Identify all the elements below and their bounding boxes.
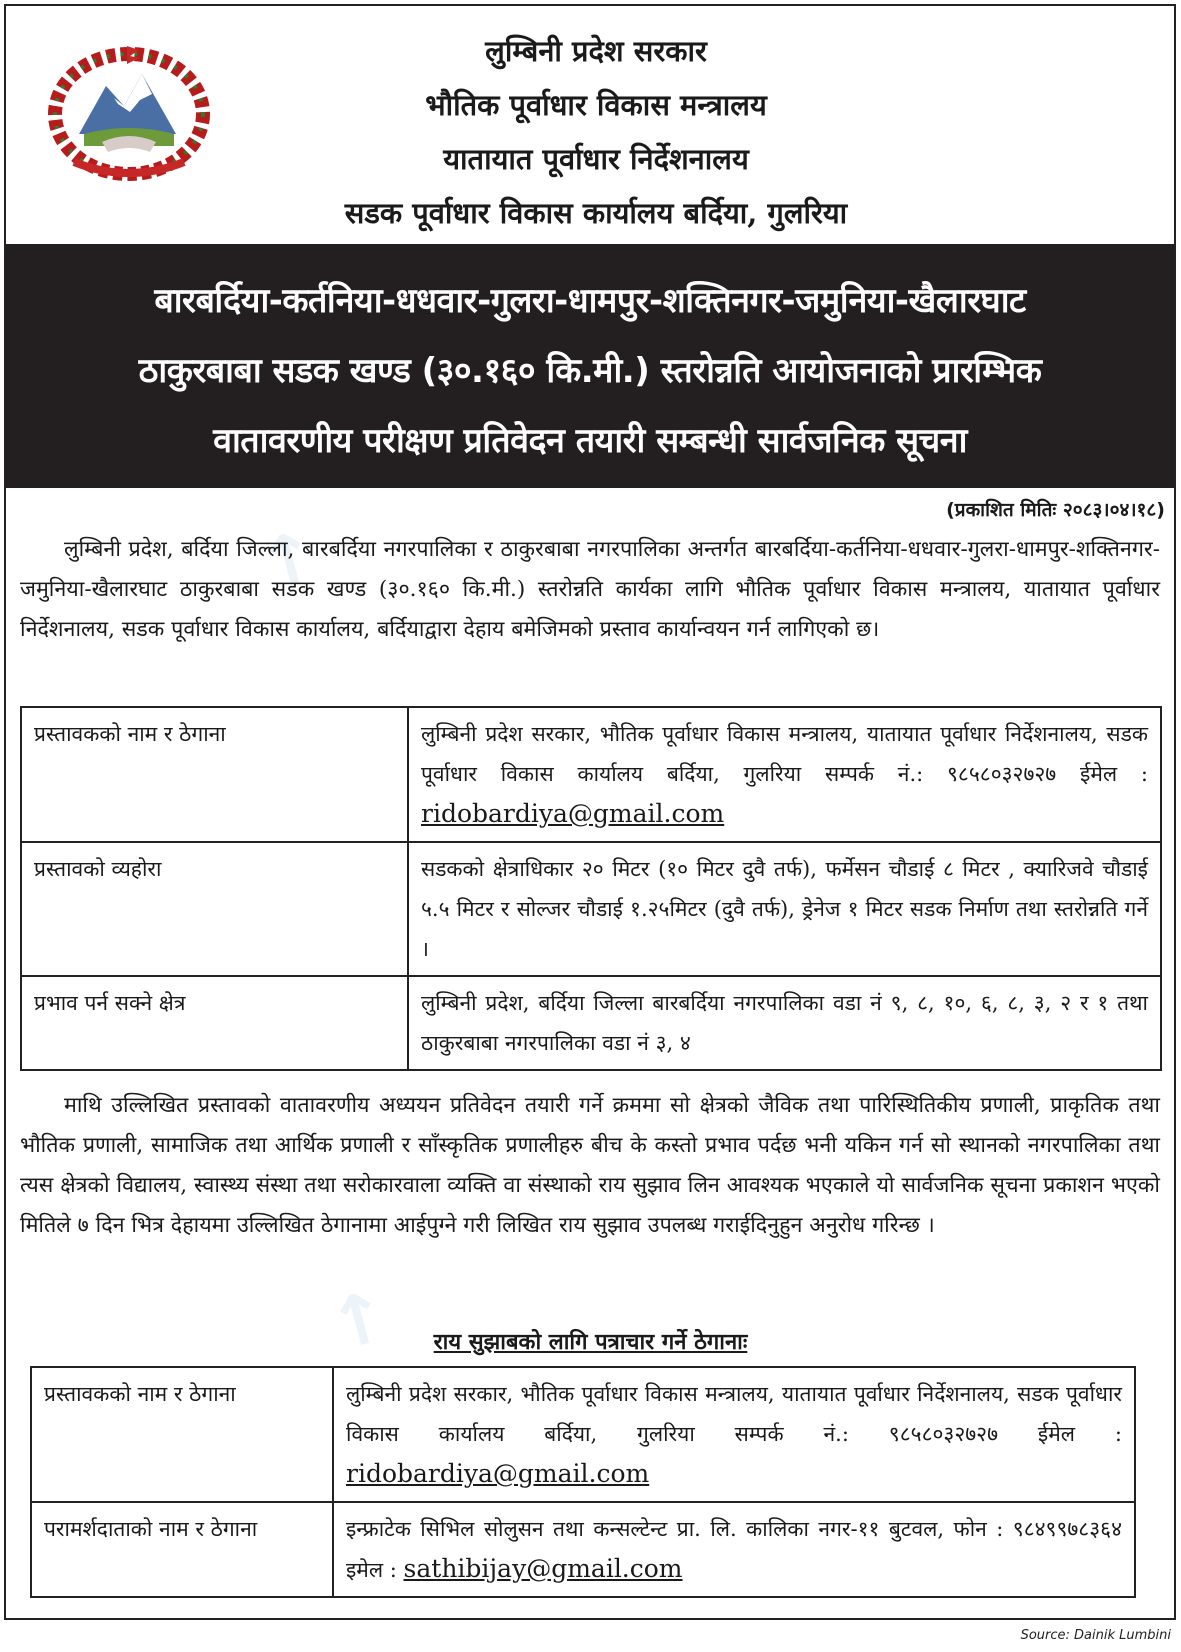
table-value — [408, 707, 1161, 842]
table-row — [31, 1502, 1135, 1597]
nepal-emblem-icon — [44, 34, 214, 184]
table-row — [21, 976, 1161, 1070]
body-paragraph: माथि उल्लिखित प्रस्तावको वातावरणीय अध्ययन प्रतिवेदन तयारी गर्ने क्रममा सो क्षेत्रको जैविक तथा पारिस्थितिकीय प्रणाली, प्राकृतिक तथा भौतिक प्रणाली, सामाजिक तथा आर्थिक प्रणाली र साँस्कृतिक प्रणालीहरु बीच के कस्तो प्रभाव पर्दछ भनी यकिन गर्न सो स्थानको नगरपालिका तथा त्यस क्षेत्रको विद्यालय, स्वास्थ्य संस्था तथा सरोकारवाला व्यक्ति वा संस्थाको राय सुझाव लिन आवश्यक भएकाले यो सार्वजनिक सूचना प्रकाशन भएको मितिले ७ दिन भित्र देहायमा उल्लिखित ठेगानामा आईपुग्ने गरी लिखित राय सुझाव उपलब्ध गराईदिनुहुन अनुरोध गरिन्छ । — [20, 1093, 1160, 1238]
proposer-text: लुम्बिनी प्रदेश सरकार, भौतिक पूर्वाधार विकास मन्त्रालय, यातायात पूर्वाधार निर्देशनालय, सडक पूर्वाधार विकास कार्यालय बर्दिया, गुलरिया सम्पर्क नं.: ९८५८०३२७२७ ईमेल : — [346, 1382, 1122, 1446]
correspondence-heading — [0, 1326, 1181, 1356]
table-key: प्रस्तावकको नाम र ठेगाना — [31, 1367, 333, 1502]
intro-paragraph: लुम्बिनी प्रदेश, बर्दिया जिल्ला, बारबर्दिया नगरपालिका र ठाकुरबाबा नगरपालिका अन्तर्गत बारबर्दिया-कर्तनिया-धधवार-गुलरा-धामपुर-शक्तिनगर-जमुनिया-खैलारघाट ठाकुरबाबा सडक खण्ड (३०.१६० कि.मी.) स्तरोन्नति कार्यका लागि भौतिक पूर्वाधार विकास मन्त्रालय, यातायात पूर्वाधार निर्देशनालय, सडक पूर्वाधार विकास कार्यालय, बर्दियाद्वारा देहाय बमेजिमको प्रस्ताव कार्यान्वयन गर्न लागिएको छ। — [20, 537, 1160, 642]
table-value: सडकको क्षेत्राधिकार २० मिटर (१० मिटर दुवै तर्फ), फर्मेसन चौडाई ८ मिटर , क्यारिजवे चौडाई ५.५ मिटर र सोल्जर चौडाई १.२५मिटर (दुवै तर्फ), ड्रेनेज १ मिटर सडक निर्माण तथा स्तरोन्नति गर्ने । — [408, 842, 1161, 976]
notice-header — [6, 6, 1174, 244]
watermark: ↗ — [309, 1275, 410, 1367]
table-value — [333, 1367, 1135, 1502]
watermark: ↗ — [239, 515, 340, 607]
table-row — [21, 707, 1161, 842]
table-value: लुम्बिनी प्रदेश, बर्दिया जिल्ला बारबर्दिया नगरपालिका वडा नं ९, ८, १०, ६, ८, ३, २ र १ तथा ठाकुरबाबा नगरपालिका वडा नं ३, ४ — [408, 976, 1161, 1070]
email-link[interactable]: ridobardiya@gmail.com — [346, 1459, 650, 1488]
banner-line: वातावरणीय परीक्षण प्रतिवेदन तयारी सम्बन्धी सार्वजनिक सूचना — [213, 421, 967, 461]
consultant-text: इन्फ्राटेक सिभिल सोलुसन तथा कन्सल्टेन्ट प्रा. लि. कालिका नगर-११ बुटवल, फोन : ९८४९९७८३६४ इमेल : — [346, 1517, 1122, 1582]
table-row — [31, 1367, 1135, 1502]
table-key: परामर्शदाताको नाम र ठेगाना — [31, 1502, 333, 1597]
banner-line: बारबर्दिया-कर्तनिया-धधवार-गुलरा-धामपुर-शक्तिनगर-जमुनिया-खैलारघाट — [154, 281, 1026, 321]
header-line: लुम्बिनी प्रदेश सरकार — [485, 34, 707, 68]
table-key: प्रभाव पर्न सक्ने क्षेत्र — [21, 976, 408, 1070]
notice-title-banner — [6, 244, 1174, 488]
office-name-block — [226, 24, 966, 240]
email-link[interactable]: ridobardiya@gmail.com — [421, 799, 725, 828]
proposal-table — [20, 706, 1162, 1071]
table-key: प्रस्तावको व्यहोरा — [21, 842, 408, 976]
table-key: प्रस्तावकको नाम र ठेगाना — [21, 707, 408, 842]
proposer-text: लुम्बिनी प्रदेश सरकार, भौतिक पूर्वाधार विकास मन्त्रालय, यातायात पूर्वाधार निर्देशनालय, सडक पूर्वाधार विकास कार्यालय बर्दिया, गुलरिया सम्पर्क नं.: ९८५८०३२७२७ ईमेल : — [421, 722, 1148, 786]
header-line: यातायात पूर्वाधार निर्देशनालय — [443, 142, 749, 176]
header-line: भौतिक पूर्वाधार विकास मन्त्रालय — [425, 88, 767, 122]
banner-line: ठाकुरबाबा सडक खण्ड (३०.१६० कि.मी.) स्तरोन्नति आयोजनाको प्रारम्भिक — [138, 351, 1042, 391]
correspondence-heading-text: राय सुझाबको लागि पत्राचार गर्ने ठेगानाः — [433, 1329, 748, 1355]
source-credit: Source: Dainik Lumbini — [1020, 1628, 1171, 1643]
correspondence-table — [30, 1366, 1136, 1598]
email-link[interactable]: sathibijay@gmail.com — [403, 1554, 683, 1583]
table-row — [21, 842, 1161, 976]
publication-date: (प्रकाशित मितिः २०८३।०४।१८) — [946, 499, 1165, 521]
table-value — [333, 1502, 1135, 1597]
header-line: सडक पूर्वाधार विकास कार्यालय बर्दिया, गुलरिया — [344, 196, 848, 230]
